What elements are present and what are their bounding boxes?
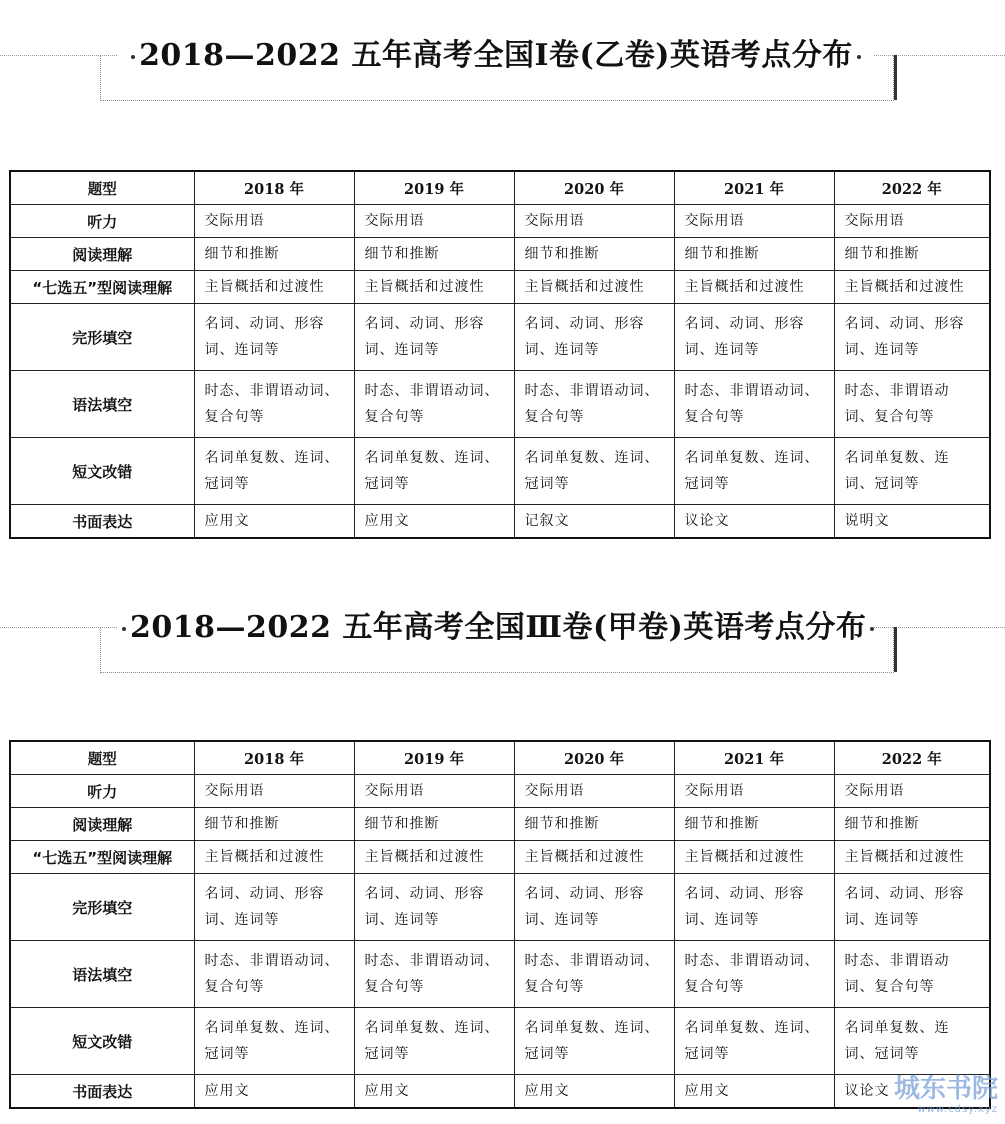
section-1-title-text: 2018—2022 五年高考全国Ⅰ卷(乙卷)英语考点分布 [139,38,853,73]
table-cell: 主旨概括和过渡性 [674,841,834,874]
row-label: “七选五”型阅读理解 [10,841,194,874]
table-cell: 应用文 [354,1075,514,1109]
table-cell: 时态、非谓语动词、复合句等 [674,371,834,438]
bullet-dot-icon [131,55,135,59]
section-1-banner [0,0,1005,90]
table-cell: 名词单复数、连词、冠词等 [194,1008,354,1075]
table-cell: 细节和推断 [354,238,514,271]
header-row [10,171,990,205]
table-cell: 名词、动词、形容词、连词等 [514,874,674,941]
table-row [10,238,990,271]
table-cell: 细节和推断 [514,808,674,841]
table-row [10,371,990,438]
table-cell: 名词、动词、形容词、连词等 [514,304,674,371]
table-cell: 主旨概括和过渡性 [514,271,674,304]
table-cell: 名词、动词、形容词、连词等 [674,304,834,371]
row-label: 书面表达 [10,1075,194,1109]
table-cell: 时态、非谓语动词、复合句等 [514,941,674,1008]
table-cell: 主旨概括和过渡性 [834,271,990,304]
table-row [10,775,990,808]
table-cell: 交际用语 [834,205,990,238]
table-cell: 主旨概括和过渡性 [194,841,354,874]
table-cell: 名词单复数、连词、冠词等 [354,438,514,505]
bullet-dot-icon [857,55,861,59]
table-row [10,1075,990,1109]
table-cell: 记叙文 [514,505,674,539]
table-cell: 主旨概括和过渡性 [514,841,674,874]
table-cell: 应用文 [354,505,514,539]
table-cell: 细节和推断 [514,238,674,271]
section-1-table [9,170,991,539]
table-cell: 时态、非谓语动词、复合句等 [834,941,990,1008]
watermark-logo-text: 城东书院 [893,1074,998,1104]
table-cell: 交际用语 [354,775,514,808]
table-cell: 细节和推断 [194,238,354,271]
bullet-dot-icon [122,627,126,631]
table-row [10,841,990,874]
table-cell: 主旨概括和过渡性 [354,271,514,304]
row-label: 语法填空 [10,941,194,1008]
row-label: 书面表达 [10,505,194,539]
header-cell-year: 2022 年 [834,741,990,775]
site-watermark [858,1074,998,1122]
table-cell: 细节和推断 [354,808,514,841]
table-cell: 名词单复数、连词、冠词等 [514,1008,674,1075]
row-label: 完形填空 [10,304,194,371]
row-label: 听力 [10,775,194,808]
table-cell: 时态、非谓语动词、复合句等 [354,371,514,438]
table-cell: 名词单复数、连词、冠词等 [514,438,674,505]
header-cell-year: 2022 年 [834,171,990,205]
row-label: 阅读理解 [10,808,194,841]
table-cell: 名词单复数、连词、冠词等 [674,438,834,505]
table-row [10,1008,990,1075]
table-cell: 时态、非谓语动词、复合句等 [194,371,354,438]
table-cell: 交际用语 [834,775,990,808]
table-cell: 名词、动词、形容词、连词等 [194,874,354,941]
header-cell-year: 2019 年 [354,741,514,775]
table-cell: 主旨概括和过渡性 [834,841,990,874]
row-label: 短文改错 [10,1008,194,1075]
table-row [10,304,990,371]
header-cell-year: 2019 年 [354,171,514,205]
table-cell: 细节和推断 [674,808,834,841]
table-cell: 议论文 [834,1075,990,1109]
table-cell: 细节和推断 [194,808,354,841]
section-2-banner [0,572,1005,662]
section-2-title-text: 2018—2022 五年高考全国Ⅲ卷(甲卷)英语考点分布 [130,610,867,645]
header-cell-year: 2021 年 [674,741,834,775]
table-cell: 交际用语 [674,205,834,238]
row-label: “七选五”型阅读理解 [10,271,194,304]
table-cell: 交际用语 [514,775,674,808]
table-cell: 议论文 [674,505,834,539]
table-cell: 主旨概括和过渡性 [354,841,514,874]
header-cell-year: 2018 年 [194,741,354,775]
table-cell: 名词、动词、形容词、连词等 [354,304,514,371]
table-cell: 时态、非谓语动词、复合句等 [674,941,834,1008]
header-cell-type: 题型 [10,741,194,775]
table-cell: 时态、非谓语动词、复合句等 [194,941,354,1008]
table-cell: 应用文 [674,1075,834,1109]
table-cell: 时态、非谓语动词、复合句等 [514,371,674,438]
table-cell: 说明文 [834,505,990,539]
table-cell: 应用文 [194,505,354,539]
section-2-table [9,740,991,1109]
table-cell: 交际用语 [354,205,514,238]
table-cell: 交际用语 [514,205,674,238]
table-cell: 交际用语 [674,775,834,808]
table-cell: 时态、非谓语动词、复合句等 [354,941,514,1008]
row-label: 阅读理解 [10,238,194,271]
table-cell: 名词单复数、连词、冠词等 [674,1008,834,1075]
table-cell: 细节和推断 [834,808,990,841]
table-cell: 名词、动词、形容词、连词等 [674,874,834,941]
table-cell: 应用文 [514,1075,674,1109]
table-cell: 名词、动词、形容词、连词等 [834,874,990,941]
section-2-title [118,608,874,648]
row-label: 语法填空 [10,371,194,438]
table-row [10,438,990,505]
header-cell-year: 2020 年 [514,741,674,775]
table-cell: 名词单复数、连词、冠词等 [194,438,354,505]
row-label: 短文改错 [10,438,194,505]
table-cell: 细节和推断 [674,238,834,271]
table-cell: 交际用语 [194,205,354,238]
table-cell: 名词、动词、形容词、连词等 [194,304,354,371]
table-row [10,205,990,238]
table-cell: 名词单复数、连词、冠词等 [834,1008,990,1075]
table-row [10,808,990,841]
table-row [10,505,990,539]
table-row [10,941,990,1008]
section-1-title [118,36,874,76]
table-cell: 名词、动词、形容词、连词等 [354,874,514,941]
table-cell: 应用文 [194,1075,354,1109]
table-cell: 交际用语 [194,775,354,808]
header-cell-year: 2020 年 [514,171,674,205]
table-cell: 名词单复数、连词、冠词等 [834,438,990,505]
header-row [10,741,990,775]
table-row [10,271,990,304]
table-cell: 主旨概括和过渡性 [674,271,834,304]
row-label: 完形填空 [10,874,194,941]
header-cell-year: 2021 年 [674,171,834,205]
header-cell-year: 2018 年 [194,171,354,205]
table-cell: 细节和推断 [834,238,990,271]
table-cell: 时态、非谓语动词、复合句等 [834,371,990,438]
table-cell: 名词单复数、连词、冠词等 [354,1008,514,1075]
table-row [10,874,990,941]
table-cell: 主旨概括和过渡性 [194,271,354,304]
watermark-url: www.cdsy.xyz [917,1104,998,1115]
row-label: 听力 [10,205,194,238]
header-cell-type: 题型 [10,171,194,205]
bullet-dot-icon [870,627,874,631]
table-cell: 名词、动词、形容词、连词等 [834,304,990,371]
